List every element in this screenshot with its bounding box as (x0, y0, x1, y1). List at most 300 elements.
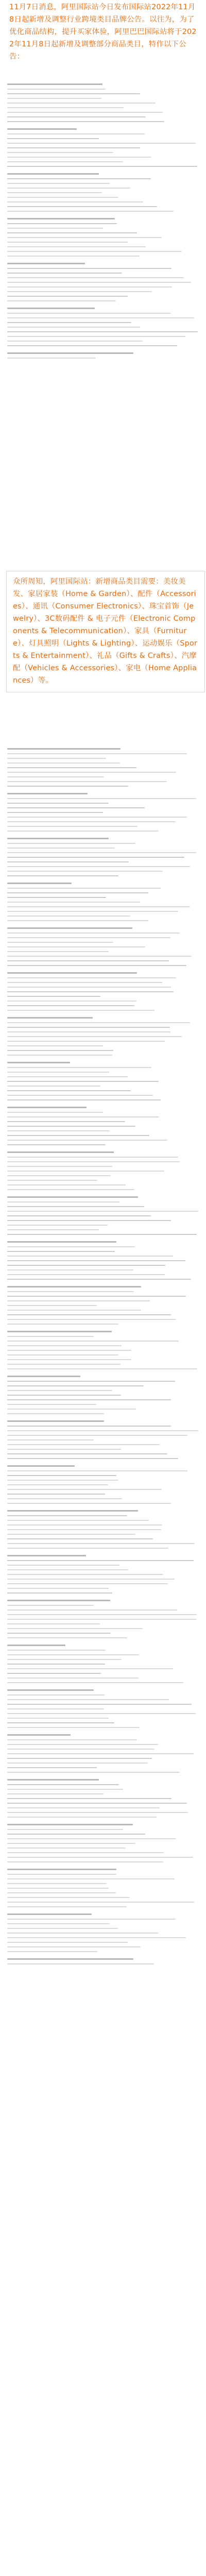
category-heading-placeholder (7, 1645, 65, 1646)
category-line-placeholder (7, 920, 148, 921)
category-line-placeholder (7, 1314, 171, 1315)
category-line-placeholder (7, 1919, 176, 1920)
category-heading-placeholder (7, 83, 102, 85)
category-line-placeholder (7, 1072, 109, 1073)
category-line-placeholder (7, 1498, 122, 1499)
category-heading-placeholder (7, 1555, 86, 1556)
category-line-placeholder (7, 1937, 186, 1938)
category-line-placeholder (7, 1677, 139, 1679)
category-line-placeholder (7, 1135, 149, 1136)
category-line-placeholder (7, 341, 143, 342)
category-line-placeholder (7, 1560, 194, 1561)
category-heading-placeholder (7, 1600, 110, 1601)
category-line-placeholder (7, 1951, 97, 1952)
category-line-placeholder (7, 1829, 123, 1830)
category-line-placeholder (7, 951, 109, 952)
category-line-placeholder (7, 1041, 165, 1042)
category-line-placeholder (7, 1036, 182, 1037)
category-line-placeholder (7, 1812, 188, 1813)
category-line-placeholder (7, 157, 151, 158)
category-line-placeholder (7, 1565, 119, 1566)
category-line-placeholder (7, 1718, 109, 1719)
category-line-placeholder (7, 812, 103, 813)
category-line-placeholder (7, 1494, 105, 1495)
category-line-placeholder (7, 197, 118, 198)
category-line-placeholder (7, 1614, 197, 1615)
category-line-placeholder (7, 1727, 140, 1728)
category-line-placeholder (7, 1762, 148, 1764)
category-line-placeholder (7, 1027, 170, 1028)
category-line-placeholder (7, 1838, 176, 1839)
category-line-placeholder (7, 1538, 153, 1539)
category-line-placeholder (7, 1319, 176, 1320)
category-line-placeholder (7, 1758, 152, 1759)
category-heading-placeholder (7, 1824, 133, 1825)
category-line-placeholder (7, 1883, 107, 1884)
category-line-placeholder (7, 956, 192, 957)
category-line-placeholder (7, 336, 185, 337)
category-line-placeholder (7, 1001, 136, 1002)
category-line-placeholder (7, 772, 176, 773)
category-line-placeholder (7, 178, 151, 179)
category-heading-placeholder (7, 128, 77, 130)
category-line-placeholder (7, 1704, 192, 1705)
category-line-placeholder (7, 1067, 151, 1068)
category-line-placeholder (7, 1184, 126, 1185)
category-line-placeholder (7, 1503, 171, 1504)
category-line-placeholder (7, 1739, 137, 1740)
category-line-placeholder (7, 1444, 160, 1445)
category-heading-placeholder (7, 1107, 87, 1108)
category-line-placeholder (7, 1744, 158, 1745)
category-line-placeholder (7, 1470, 187, 1471)
category-line-placeholder (7, 1682, 183, 1683)
category-line-placeholder (7, 1166, 112, 1167)
category-heading-placeholder (7, 927, 132, 929)
category-line-placeholder (7, 1569, 128, 1570)
category-line-placeholder (7, 1430, 198, 1431)
intro-text: 11月7日消息，阿里国际站今日发布国际站2022年11月8日起新增及调整行业跨境类目品牌公告。 (9, 3, 196, 24)
category-line-placeholder (7, 1902, 194, 1903)
category-line-placeholder (7, 767, 136, 768)
category-line-placeholder (7, 1206, 144, 1207)
category-line-placeholder (7, 201, 143, 202)
bordered-intro-box (6, 571, 205, 692)
category-line-placeholder (7, 1475, 116, 1476)
category-line-placeholder (7, 987, 171, 988)
category-line-placeholder (7, 1413, 104, 1414)
category-line-placeholder (7, 1857, 193, 1858)
category-line-placeholder (7, 322, 131, 323)
category-line-placeholder (7, 1256, 173, 1257)
category-line-placeholder (7, 268, 171, 269)
category-line-placeholder (7, 116, 146, 117)
category-line-placeholder (7, 1390, 112, 1391)
category-line-placeholder (7, 1749, 154, 1750)
category-line-placeholder (7, 892, 148, 893)
category-line-placeholder (7, 166, 197, 167)
category-line-placeholder (7, 803, 109, 804)
category-line-placeholder (7, 1834, 145, 1835)
category-line-placeholder (7, 286, 172, 287)
category-line-placeholder (7, 1480, 118, 1481)
category-line-placeholder (7, 1574, 163, 1575)
category-line-placeholder (7, 857, 184, 858)
category-line-placeholder (7, 1010, 154, 1011)
category-line-placeholder (7, 758, 106, 759)
category-line-placeholder (7, 1524, 162, 1526)
category-line-placeholder (7, 897, 106, 898)
category-list-part-2 (7, 742, 199, 2576)
category-line-placeholder (7, 933, 180, 934)
category-line-placeholder (7, 1368, 197, 1369)
category-line-placeholder (7, 1265, 165, 1266)
category-line-placeholder (7, 861, 129, 862)
category-heading-placeholder (7, 972, 137, 974)
category-line-placeholder (7, 852, 196, 853)
category-line-placeholder (7, 133, 145, 134)
category-line-placeholder (7, 1654, 139, 1655)
category-line-placeholder (7, 1005, 134, 1006)
category-line-placeholder (7, 183, 110, 184)
category-heading-placeholder (7, 1465, 75, 1467)
category-line-placeholder (7, 1399, 171, 1400)
category-line-placeholder (7, 1793, 104, 1794)
category-line-placeholder (7, 1112, 103, 1113)
category-line-placeholder (7, 1963, 154, 1964)
category-line-placeholder (7, 1229, 99, 1230)
category-line-placeholder (7, 1713, 196, 1714)
category-line-placeholder (7, 866, 190, 867)
category-line-placeholder (7, 1673, 101, 1674)
category-line-placeholder (7, 112, 163, 113)
category-line-placeholder (7, 147, 140, 148)
category-line-placeholder (7, 798, 196, 799)
category-heading-placeholder (7, 1420, 104, 1422)
category-line-placeholder (7, 753, 187, 754)
category-line-placeholder (7, 1439, 94, 1440)
category-line-placeholder (7, 313, 171, 314)
category-line-placeholder (7, 1892, 116, 1893)
category-line-placeholder (7, 1269, 133, 1270)
category-line-placeholder (7, 762, 120, 764)
category-line-placeholder (7, 1140, 167, 1141)
category-line-placeholder (7, 138, 99, 139)
category-line-placeholder (7, 1426, 171, 1427)
category-line-placeholder (7, 1310, 141, 1311)
category-line-placeholder (7, 1121, 125, 1122)
category-heading-placeholder (7, 1241, 116, 1243)
category-line-placeholder (7, 1798, 171, 1799)
category-line-placeholder (7, 1767, 97, 1768)
category-line-placeholder (7, 902, 140, 903)
category-heading-placeholder (7, 1286, 141, 1287)
category-line-placeholder (7, 1942, 128, 1943)
category-line-placeholder (7, 1609, 177, 1611)
category-line-placeholder (7, 1409, 136, 1410)
category-line-placeholder (7, 1279, 191, 1280)
category-line-placeholder (7, 1435, 187, 1436)
category-line-placeholder (7, 251, 182, 252)
category-heading-placeholder (7, 263, 85, 264)
category-line-placeholder (7, 1946, 141, 1947)
category-line-placeholder (7, 1324, 118, 1325)
category-line-placeholder (7, 1664, 105, 1665)
category-line-placeholder (7, 223, 117, 224)
category-line-placeholder (7, 345, 177, 346)
category-line-placeholder (7, 1520, 149, 1521)
category-heading-placeholder (7, 352, 133, 354)
category-line-placeholder (7, 93, 140, 94)
category-heading-placeholder (7, 793, 88, 794)
category-line-placeholder (7, 1848, 126, 1849)
category-line-placeholder (7, 1157, 178, 1158)
category-heading-placeholder (7, 838, 109, 839)
category-list-part-1 (7, 77, 199, 567)
category-line-placeholder (7, 1458, 178, 1459)
category-line-placeholder (7, 1923, 110, 1924)
category-line-placeholder (7, 916, 130, 917)
intro-paragraph (9, 1, 197, 63)
category-line-placeholder (7, 1803, 187, 1804)
category-line-placeholder (7, 1933, 159, 1934)
category-line-placeholder (7, 1650, 106, 1651)
category-line-placeholder (7, 1189, 134, 1190)
category-line-placeholder (7, 1906, 127, 1907)
category-line-placeholder (7, 1274, 165, 1275)
category-line-placeholder (7, 1637, 127, 1638)
category-heading-placeholder (7, 173, 99, 175)
category-line-placeholder (7, 228, 103, 229)
category-line-placeholder (7, 237, 162, 238)
category-line-placeholder (7, 1807, 160, 1808)
category-line-placeholder (7, 358, 96, 359)
category-line-placeholder (7, 1045, 103, 1046)
category-line-placeholder (7, 188, 130, 189)
category-line-placeholder (7, 1350, 131, 1351)
category-line-placeholder (7, 1515, 127, 1516)
category-line-placeholder (7, 232, 137, 233)
category-line-placeholder (7, 1843, 135, 1844)
category-line-placeholder (7, 103, 156, 104)
category-line-placeholder (7, 1246, 135, 1247)
intro-section (9, 1, 197, 63)
category-line-placeholder (7, 1171, 164, 1172)
category-line-placeholder (7, 1359, 131, 1360)
category-line-placeholder (7, 1144, 106, 1145)
category-line-placeholder (7, 996, 100, 997)
category-line-placeholder (7, 1583, 168, 1584)
category-line-placeholder (7, 776, 104, 777)
category-line-placeholder (7, 1251, 115, 1252)
category-heading-placeholder (7, 1376, 80, 1377)
category-line-placeholder (7, 1529, 161, 1530)
category-line-placeholder (7, 875, 118, 876)
category-line-placeholder (7, 300, 116, 301)
category-line-placeholder (7, 1588, 109, 1589)
category-line-placeholder (7, 1579, 175, 1580)
category-line-placeholder (7, 89, 106, 90)
category-line-placeholder (7, 107, 124, 108)
category-line-placeholder (7, 937, 170, 938)
category-heading-placeholder (7, 1331, 112, 1332)
category-line-placeholder (7, 291, 152, 292)
category-line-placeholder (7, 1050, 113, 1051)
category-heading-placeholder (7, 1151, 114, 1153)
category-line-placeholder (7, 1395, 121, 1396)
category-line-placeholder (7, 1548, 168, 1549)
category-line-placeholder (7, 1385, 144, 1386)
category-heading-placeholder (7, 1869, 116, 1870)
category-line-placeholder (7, 282, 191, 283)
category-line-placeholder (7, 211, 174, 212)
category-line-placeholder (7, 1817, 157, 1818)
category-line-placeholder (7, 982, 162, 983)
category-line-placeholder (7, 152, 113, 153)
category-line-placeholder (7, 1453, 167, 1454)
category-line-placeholder (7, 206, 157, 207)
category-line-placeholder (7, 1336, 94, 1337)
category-heading-placeholder (7, 748, 121, 750)
category-line-placeholder (7, 1784, 119, 1785)
category-line-placeholder (7, 1852, 164, 1853)
category-line-placeholder (7, 1708, 104, 1709)
category-line-placeholder (7, 1381, 175, 1382)
category-heading-placeholder (7, 308, 95, 309)
category-line-placeholder (7, 1220, 171, 1221)
category-line-placeholder (7, 1175, 111, 1176)
category-line-placeholder (7, 192, 102, 193)
category-line-placeholder (7, 786, 128, 787)
category-line-placeholder (7, 1668, 173, 1669)
category-heading-placeholder (7, 1062, 70, 1063)
category-line-placeholder (7, 1888, 109, 1889)
category-heading-placeholder (7, 1734, 71, 1736)
category-line-placeholder (7, 1928, 118, 1929)
category-line-placeholder (7, 942, 113, 943)
category-line-placeholder (7, 1305, 97, 1306)
category-line-placeholder (7, 1489, 162, 1490)
category-line-placeholder (7, 1300, 150, 1301)
category-line-placeholder (7, 1126, 135, 1127)
category-line-placeholder (7, 331, 198, 332)
category-line-placeholder (7, 1354, 118, 1355)
category-line-placeholder (7, 946, 145, 947)
category-line-placeholder (7, 826, 138, 827)
category-line-placeholder (7, 246, 146, 247)
category-line-placeholder (7, 1534, 135, 1535)
category-line-placeholder (7, 1897, 130, 1898)
category-heading-placeholder (7, 1913, 92, 1915)
category-line-placeholder (7, 848, 115, 849)
category-line-placeholder (7, 1130, 110, 1131)
category-line-placeholder (7, 960, 169, 961)
category-line-placeholder (7, 1234, 197, 1235)
category-line-placeholder (7, 1874, 116, 1875)
category-line-placeholder (7, 1484, 108, 1485)
category-line-placeholder (7, 1659, 122, 1660)
category-line-placeholder (7, 1201, 119, 1202)
category-heading-placeholder (7, 1779, 99, 1781)
category-line-placeholder (7, 1543, 195, 1544)
category-line-placeholder (7, 1055, 112, 1056)
category-heading-placeholder (7, 1689, 94, 1691)
category-line-placeholder (7, 256, 140, 257)
category-line-placeholder (7, 821, 176, 822)
category-line-placeholder (7, 1633, 111, 1634)
category-line-placeholder (7, 781, 167, 782)
category-line-placeholder (7, 1623, 100, 1624)
category-line-placeholder (7, 1592, 112, 1594)
category-line-placeholder (7, 273, 122, 274)
category-line-placeholder (7, 817, 187, 818)
category-line-placeholder (7, 1605, 94, 1606)
category-line-placeholder (7, 1789, 123, 1790)
category-heading-placeholder (7, 1017, 93, 1019)
category-line-placeholder (7, 1022, 190, 1023)
category-line-placeholder (7, 1619, 197, 1620)
category-line-placeholder (7, 1116, 159, 1117)
category-line-placeholder (7, 1878, 175, 1879)
category-line-placeholder (7, 1364, 121, 1365)
category-line-placeholder (7, 242, 128, 243)
category-line-placeholder (7, 1161, 180, 1162)
category-line-placeholder (7, 327, 140, 328)
category-line-placeholder (7, 1211, 198, 1212)
category-line-placeholder (7, 98, 101, 99)
category-heading-placeholder (7, 1196, 138, 1198)
category-line-placeholder (7, 143, 196, 144)
category-heading-placeholder (7, 218, 115, 219)
category-line-placeholder (7, 1225, 108, 1226)
category-line-placeholder (7, 906, 190, 907)
category-line-placeholder (7, 1404, 96, 1405)
category-line-placeholder (7, 1215, 151, 1216)
category-line-placeholder (7, 1086, 100, 1087)
category-line-placeholder (7, 1772, 180, 1773)
category-line-placeholder (7, 277, 184, 278)
category-line-placeholder (7, 1031, 170, 1032)
category-line-placeholder (7, 1628, 143, 1629)
category-line-placeholder (7, 1099, 161, 1100)
category-line-placeholder (7, 161, 123, 162)
category-line-placeholder (7, 1699, 169, 1700)
category-line-placeholder (7, 1296, 186, 1297)
category-line-placeholder (7, 1753, 194, 1754)
category-line-placeholder (7, 1260, 185, 1261)
intro-tail-text: 以往为，为了优化商品结构，提升买家体验，阿里巴巴国际站将于2022年11月8日起新增及调整部分商品类目，特作以下公告： (9, 15, 197, 61)
category-line-placeholder (7, 843, 135, 844)
category-line-placeholder (7, 1180, 97, 1181)
category-line-placeholder (7, 977, 176, 978)
category-line-placeholder (7, 911, 178, 912)
category-heading-placeholder (7, 1958, 133, 1960)
category-heading-placeholder (7, 883, 72, 884)
category-line-placeholder (7, 871, 163, 872)
category-line-placeholder (7, 991, 174, 992)
category-line-placeholder (7, 965, 186, 966)
category-line-placeholder (7, 1095, 153, 1096)
category-line-placeholder (7, 296, 128, 297)
category-line-placeholder (7, 888, 161, 889)
category-line-placeholder (7, 1861, 163, 1862)
box-paragraph: 众所周知，阿里国际站：新增商品类目需要：美妆美发、家居家装（Home & Garden）、配件（Accessories）、通讯（Consumer Electronics）、珠宝首饰（Jewelry）、3C数码配件 & 电子元件（Electronic Components & Telecommunication）、家具（Furniture）、灯具照明（Lights & Lighting）、运动娱乐（Sports & Entertainment）、礼品（Gifts & Crafts）、汽摩配（Vehicles & Accessories）、家电（Home Appliances）等。 (13, 578, 198, 685)
category-line-placeholder (7, 1090, 131, 1091)
category-line-placeholder (7, 1694, 105, 1696)
category-heading-placeholder (7, 1510, 138, 1512)
category-line-placeholder (7, 1449, 121, 1450)
category-line-placeholder (7, 1341, 179, 1342)
